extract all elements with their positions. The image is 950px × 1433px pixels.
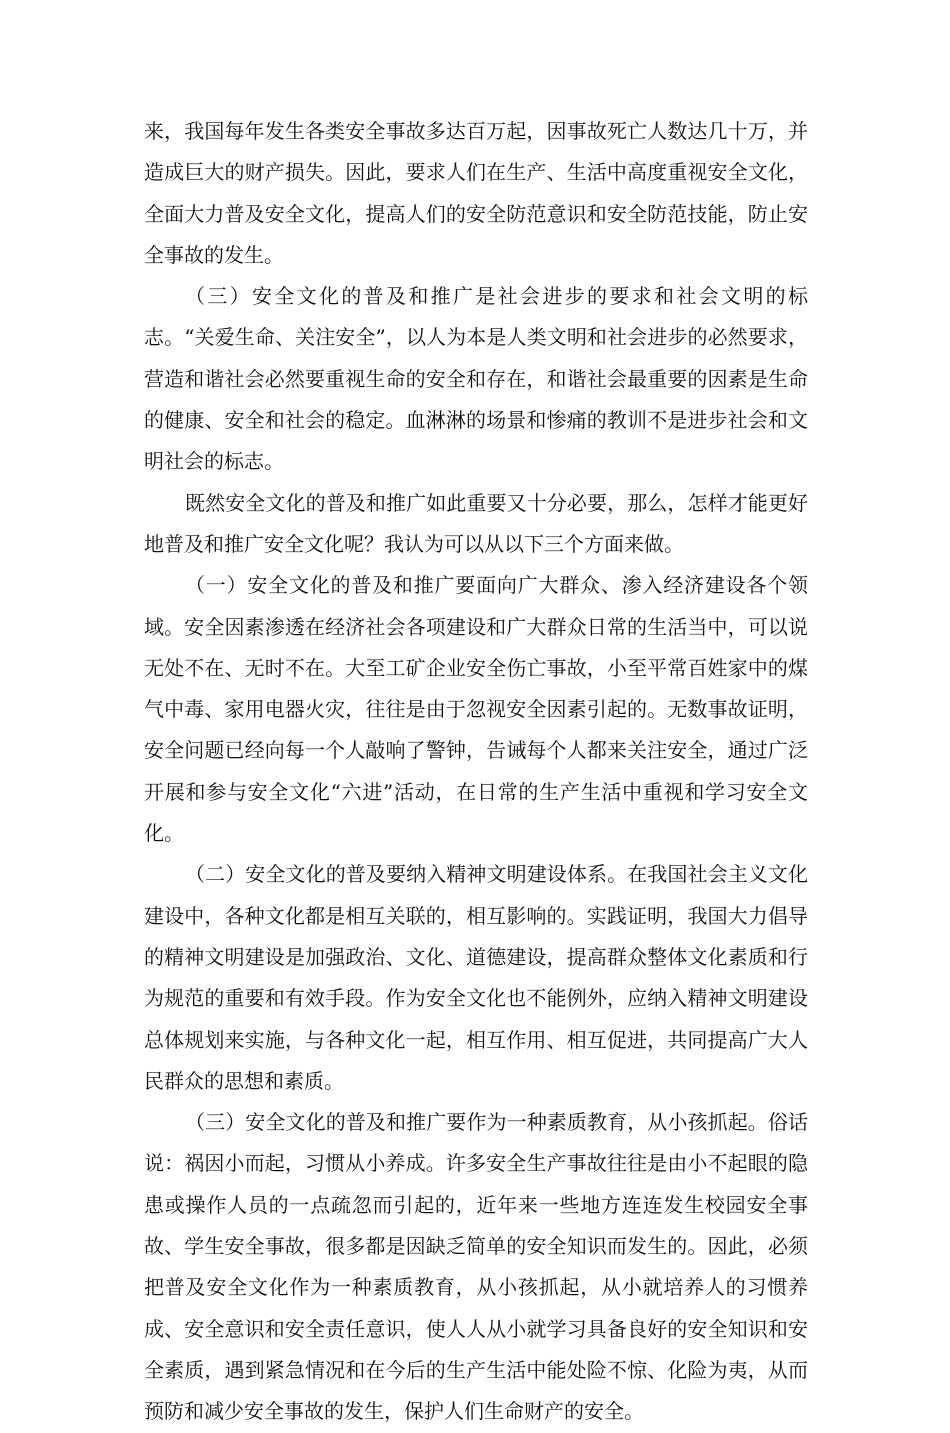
paragraph-third-method: （三）安全文化的普及和推广要作为一种素质教育，从小孩抓起。俗话说：祸因小而起，习惯从小养成。许多安全生产事故往往是由小不起眼的隐患或操作人员的一点疏忽而引起的，近年来一些地方连连发生校园安全事故、学生安全事故，很多都是因缺乏简单的安全知识而发生的。因此，必须把普及安全文化作为一种素质教育，从小孩抓起，从小就培养人的习惯养成、安全意识和安全责任意识，使人人从小就学习具备良好的安全知识和安全素质，遇到紧急情况和在今后的生产生活中能处险不惊、化险为夷，从而预防和减少安全事故的发生，保护人们生命财产的安全。	[144, 1110, 808, 1424]
paragraph-transition: 既然安全文化的普及和推广如此重要又十分必要，那么，怎样才能更好地普及和推广安全文化呢？我认为可以从以下三个方面来做。	[144, 490, 808, 556]
paragraph-second-method: （二）安全文化的普及要纳入精神文明建设体系。在我国社会主义文化建设中，各种文化都是相互关联的，相互影响的。实践证明，我国大力倡导的精神文明建设是加强政治、文化、道德建设，提高群众整体文化素质和行为规范的重要和有效手段。作为安全文化也不能例外，应纳入精神文明建设总体规划来实施，与各种文化一起，相互作用、相互促进，共同提高广大人民群众的思想和素质。	[144, 862, 808, 1093]
document-body	[144, 111, 808, 1433]
paragraph-continuation: 来，我国每年发生各类安全事故多达百万起，因事故死亡人数达几十万，并造成巨大的财产损失。因此，要求人们在生产、生活中高度重视安全文化，全面大力普及安全文化，提高人们的安全防范意识和安全防范技能，防止安全事故的发生。	[144, 119, 808, 267]
paragraph-first-method: （一）安全文化的普及和推广要面向广大群众、渗入经济建设各个领域。安全因素渗透在经济社会各项建设和广大群众日常的生活当中，可以说无处不在、无时不在。大至工矿企业安全伤亡事故，小至平常百姓家中的煤气中毒、家用电器火灾，往往是由于忽视安全因素引起的。无数事故证明，安全问题已经向每一个人敲响了警钟，告诫每个人都来关注安全，通过广泛开展和参与安全文化“六进”活动，在日常的生产生活中重视和学习安全文化。	[144, 573, 808, 846]
paragraph-third-importance: （三）安全文化的普及和推广是社会进步的要求和社会文明的标志。“关爱生命、关注安全”，以人为本是人类文明和社会进步的必然要求，营造和谐社会必然要重视生命的安全和存在，和谐社会最重要的因素是生命的健康、安全和社会的稳定。血淋淋的场景和惨痛的教训不是进步社会和文明社会的标志。	[144, 284, 808, 474]
